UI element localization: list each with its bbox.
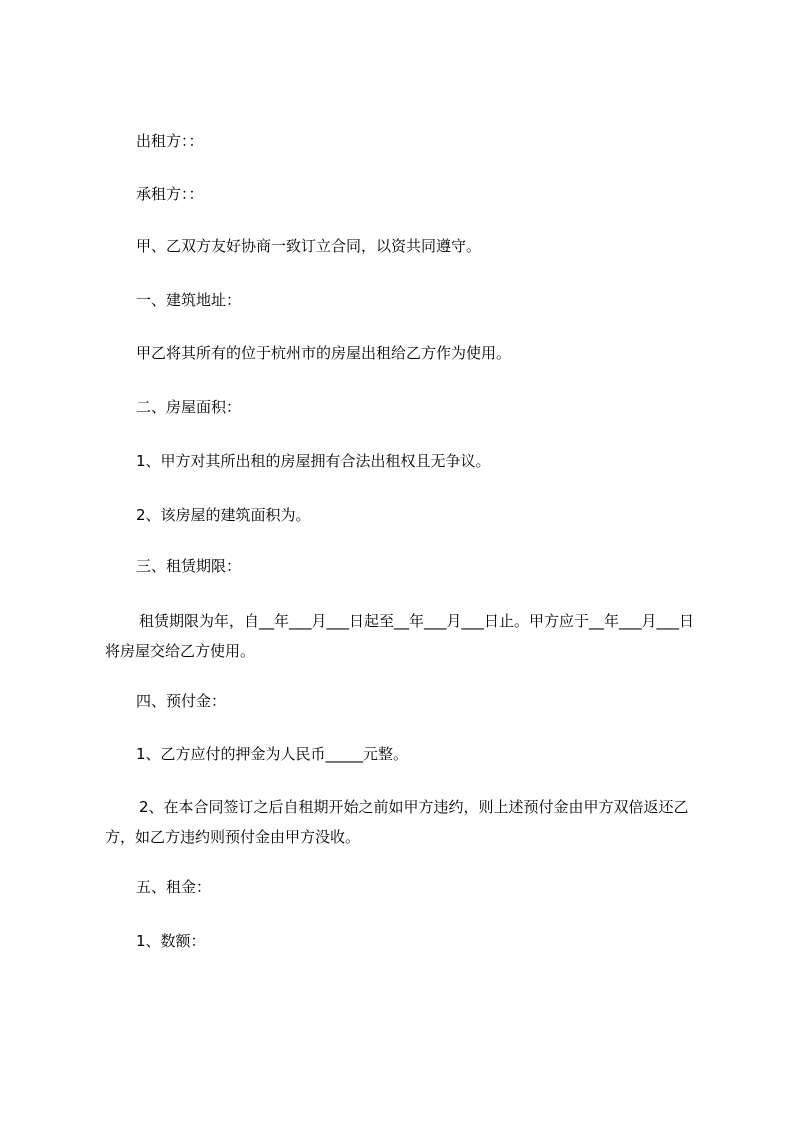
section4-item2: 2、在本合同签订之后自租期开始之前如甲方违约，则上述预付金由甲方双倍返还乙方，如乙方违约则预付金由甲方没收。 <box>105 798 689 846</box>
section1-heading: 一、建筑地址： <box>136 291 242 309</box>
section1-text: 甲乙将其所有的位于杭州市的房屋出租给乙方作为使用。 <box>136 344 512 362</box>
lessor-line: 出租方：： <box>136 132 204 150</box>
section3-text: 租赁期限为年，自__年___月___日起至__年___月___日止。甲方应于__年___月___日将房屋交给乙方使用。 <box>105 612 695 660</box>
section4-item1: 1、乙方应付的押金为人民币_____元整。 <box>136 745 409 763</box>
intro-paragraph: 甲、乙双方友好协商一致订立合同，以资共同遵守。 <box>136 237 482 255</box>
section4-heading: 四、预付金： <box>136 692 227 710</box>
lessee-line: 承租方：： <box>136 185 204 203</box>
section2-item1: 1、甲方对其所出租的房屋拥有合法出租权且无争议。 <box>136 452 491 470</box>
section5-heading: 五、租金： <box>136 878 212 896</box>
section3-heading: 三、租赁期限： <box>136 557 242 575</box>
section2-item2: 2、该房屋的建筑面积为。 <box>136 506 311 524</box>
section5-item1: 1、数额： <box>136 932 206 950</box>
section2-heading: 二、房屋面积： <box>136 398 242 416</box>
